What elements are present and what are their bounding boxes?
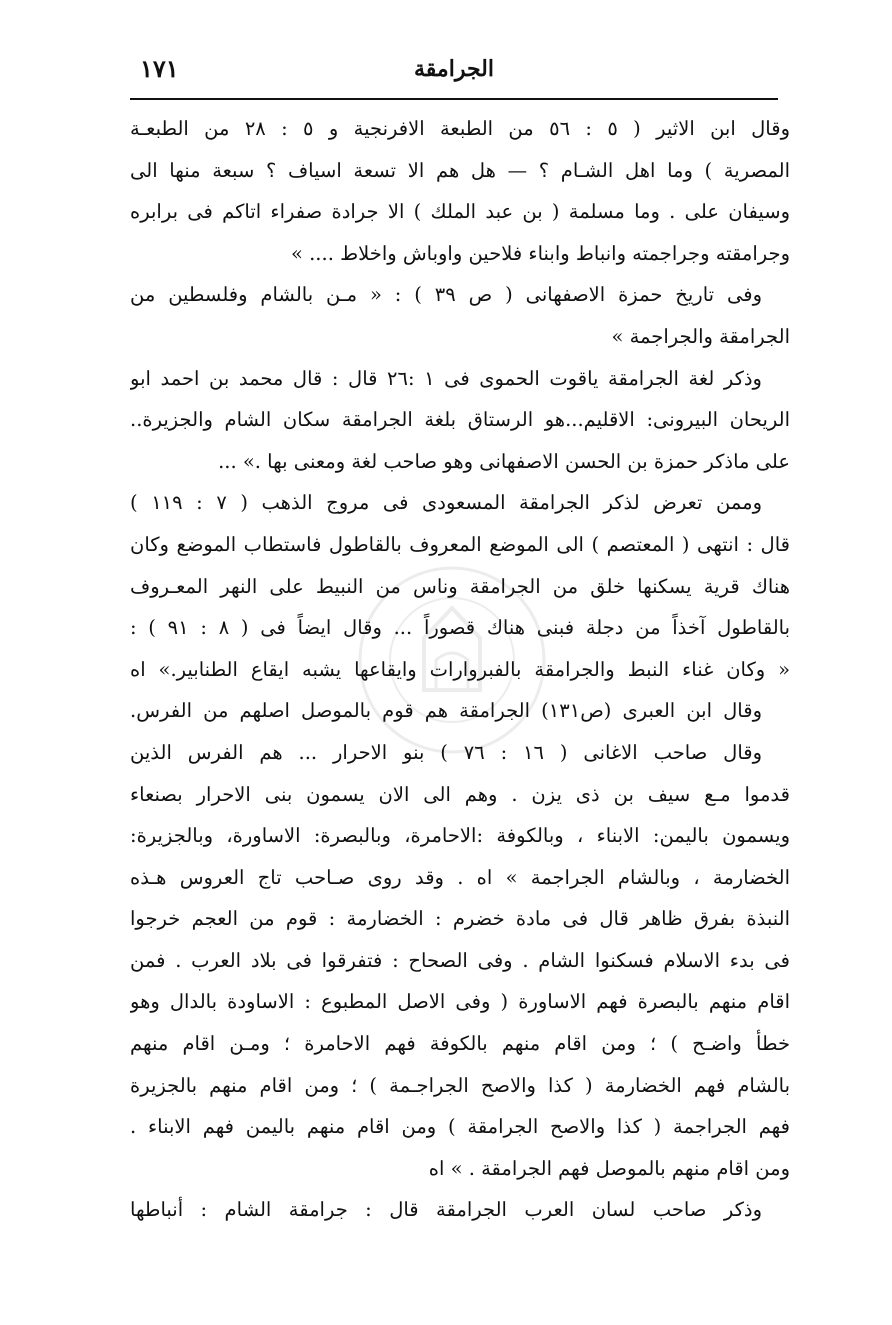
text-line: وقال صاحب الاغانى ( ١٦ : ٧٦ ) بنو الاحرار ... هم الفرس الذين bbox=[130, 740, 762, 764]
text-line: بالقاطول آخذاً من دجلة فبنى هناك قصوراً ... وقال ايضاً فى ( ٨ : ٩١ ) : bbox=[130, 616, 790, 640]
text-line: قال : انتهى ( المعتصم ) الى الموضع المعروف بالقاطول فاستطاب الموضع وكان bbox=[130, 532, 790, 556]
text-line: وسيفان على . وما مسلمة ( بن عبد الملك ) الا جرادة صفراء اتاكم فى برابره bbox=[130, 200, 790, 224]
text-line: الجرامقة والجراجمة » bbox=[611, 324, 790, 348]
text-line: ومن اقام منهم بالموصل فهم الجرامقة . » اه bbox=[428, 1156, 790, 1180]
text-line: هناك قرية يسكنها خلق من الجرامقة وناس من النبيط على النهر المعـروف bbox=[130, 574, 790, 598]
text-line: قدموا مـع سيف بن ذى يزن . وهم الى الان يسمون بنى الاحرار بصنعاء bbox=[130, 782, 790, 806]
running-title: الجرامقة bbox=[414, 56, 494, 82]
text-line: خطأ واضـح ) ؛ ومن اقام منهم بالكوفة فهم الاحامرة ؛ ومـن اقام منهم bbox=[130, 1032, 790, 1056]
page-number: ١٧١ bbox=[140, 54, 179, 83]
body-text bbox=[130, 108, 790, 1231]
text-line: النبذة بفرق ظاهر قال فى مادة خضرم : الخضارمة : قوم من العجم خرجوا bbox=[130, 907, 790, 931]
text-line: وقال ابن العبرى (ص١٣١) الجرامقة هم قوم بالموصل اصلهم من الفرس. bbox=[130, 699, 762, 723]
text-line: بالشام فهم الخضارمة ( كذا والاصح الجراجـمة ) ؛ ومن اقام منهم بالجزيرة bbox=[130, 1073, 790, 1097]
text-line: « وكان غناء النبط والجرامقة بالفبروارات وايقاعها يشبه ايقاع الطنابير.» اه bbox=[130, 657, 790, 681]
text-line: فى بدء الاسلام فسكنوا الشام . وفى الصحاح : فتفرقوا فى بلاد العرب . فمن bbox=[130, 948, 790, 972]
text-line: ويسمون باليمن: الابناء ، وبالكوفة :الاحامرة، وبالبصرة: الاساورة، وبالجزيرة: bbox=[130, 824, 790, 848]
text-line: وذكر لغة الجرامقة ياقوت الحموى فى ١ :٢٦ قال : قال محمد بن احمد ابو bbox=[130, 366, 762, 390]
text-line: المصرية ) وما اهل الشـام ؟ — هل هم الا تسعة اسياف ؟ سبعة منها الى bbox=[130, 158, 790, 182]
text-line: فهم الجراجمة ( كذا والاصح الجرامقة ) ومن اقام منهم باليمن فهم الابناء . bbox=[130, 1115, 790, 1139]
text-line: وقال ابن الاثير ( ٥ : ٥٦ من الطبعة الافرنجية و ٥ : ٢٨ من الطبعـة bbox=[130, 117, 790, 140]
text-line: الريحان البيرونى: الاقليم...هو الرستاق بلغة الجرامقة سكان الشام والجزيرة.. bbox=[130, 408, 790, 432]
text-line: على ماذكر حمزة بن الحسن الاصفهانى وهو صاحب لغة ومعنى بها .» ... bbox=[218, 449, 790, 473]
text-line: وفى تاريخ حمزة الاصفهانى ( ص ٣٩ ) : « مـن بالشام وفلسطين من bbox=[130, 283, 762, 307]
text-line: وذكر صاحب لسان العرب الجرامقة قال : جرامقة الشام : أنباطها bbox=[130, 1198, 762, 1222]
text-line: اقام منهم بالبصرة فهم الاساورة ( وفى الاصل المطبوع : الاساودة بالدال وهو bbox=[130, 990, 790, 1014]
text-line: وجرامقته وجراجمته وانباط وابناء فلاحين واوباش واخلاط .... » bbox=[290, 241, 790, 265]
text-line: وممن تعرض لذكر الجرامقة المسعودى فى مروج الذهب ( ٧ : ١١٩ ) bbox=[130, 491, 763, 515]
page-header bbox=[130, 52, 778, 100]
header-rule bbox=[130, 98, 778, 100]
text-line: الخضارمة ، وبالشام الجراجمة » اه . وقد روى صـاحب تاج العروس هـذه bbox=[130, 865, 790, 889]
